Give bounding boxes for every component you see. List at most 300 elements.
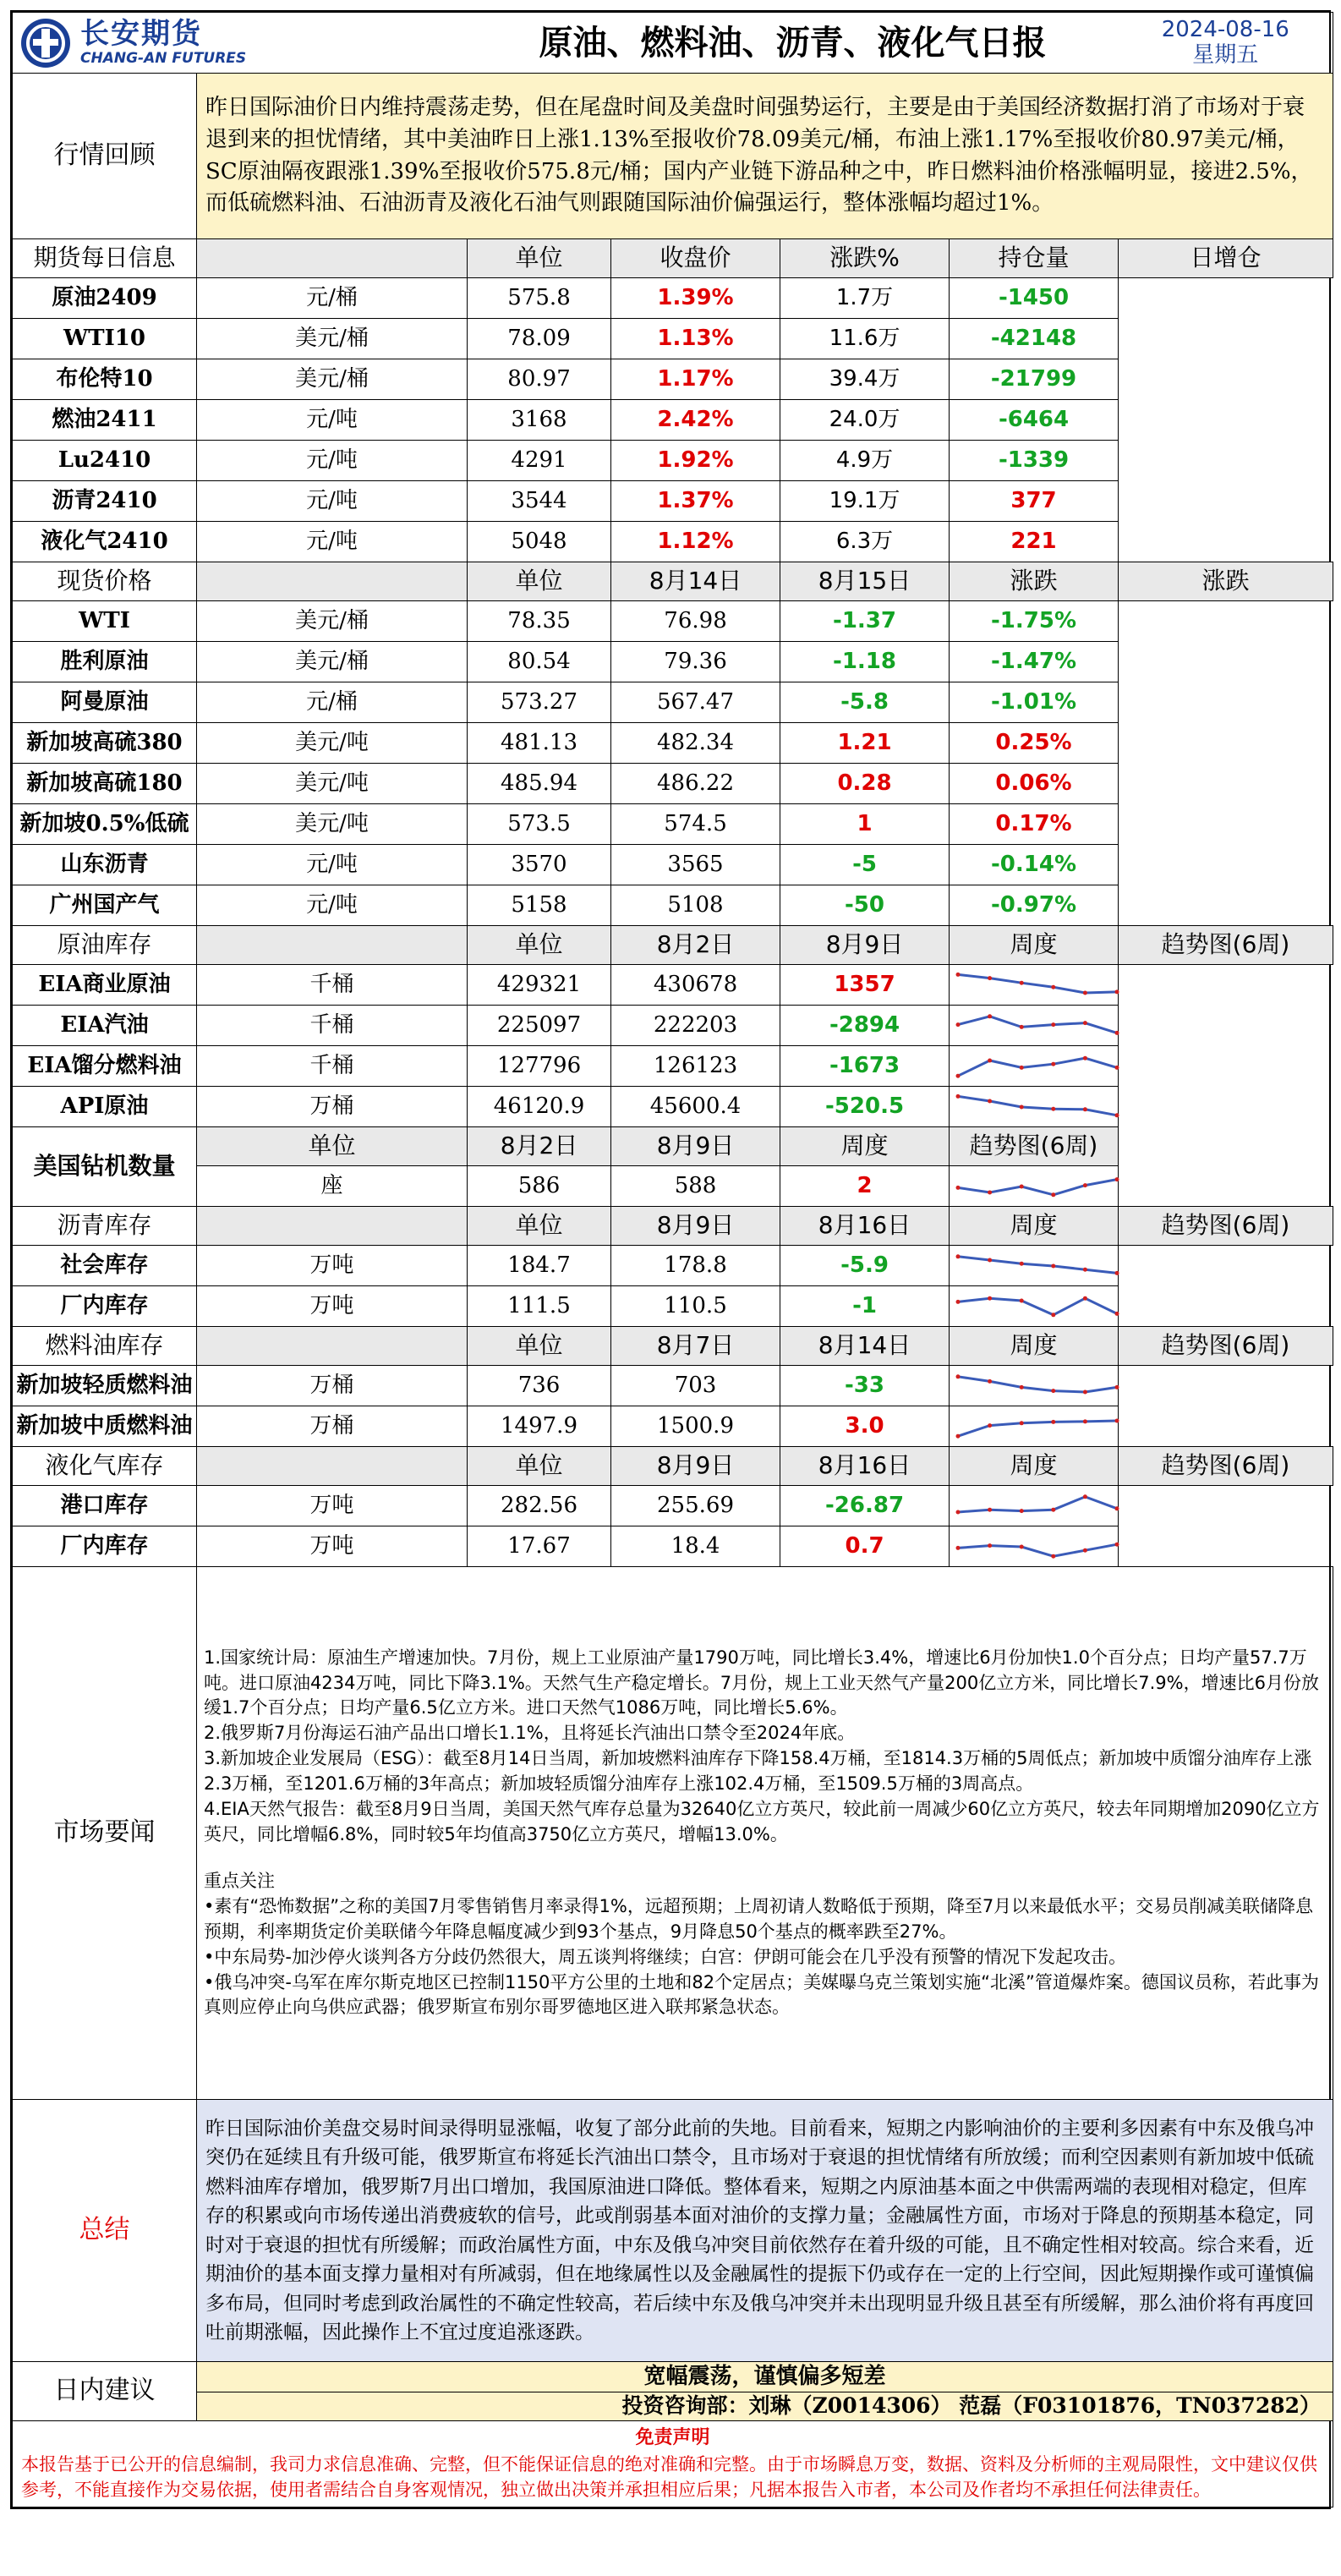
spot-name: 新加坡0.5%低硫: [13, 804, 197, 845]
trend-point: [956, 1093, 961, 1098]
spot-price-d1: 5158: [468, 885, 611, 926]
spot-col-header: 8月14日: [611, 562, 780, 601]
fuel-inv-row: [13, 1406, 1333, 1447]
futures-label: 期货每日信息: [13, 239, 197, 278]
asphalt-inv-name-header: [197, 1207, 468, 1246]
disclaimer-row: [13, 2421, 1333, 2507]
report-header: [13, 13, 1333, 74]
trend-sparkline-svg: [953, 1009, 1122, 1043]
disclaimer-text: 本报告基于已公开的信息编制，我司力求信息准确、完整，但不能保证信息的绝对准确和完整。由于市场瞬息万变，数据、资料及分析师的主观局限性，文中建议仅供参考，不能直接作为交易依据，使用者需结合自身客观情况，独立做出决策并承担相应后果；凡据本报告入市者，本公司及作者均不承担任何法律责任。: [21, 2453, 1317, 2501]
trend-point: [1115, 1384, 1119, 1389]
rig-col-header: 趋势图(6周): [950, 1127, 1119, 1166]
review-section: [13, 74, 1333, 239]
asphalt-inv-row: [13, 1246, 1333, 1286]
trend-point: [1051, 984, 1055, 989]
rig-count-name: 美国钻机数量: [13, 1127, 197, 1207]
trend-point: [956, 1254, 961, 1258]
spot-change-pct: -1.47%: [950, 642, 1119, 682]
asphalt-inv-row: [13, 1286, 1333, 1327]
spot-price-d2: 5108: [611, 885, 780, 926]
rig-col-header: 8月9日: [611, 1127, 780, 1166]
trend-point: [988, 1378, 992, 1383]
crude-inv-rows: [13, 965, 1333, 1127]
fuel-inv-row: [13, 1366, 1333, 1406]
futures-close: 3168: [468, 400, 611, 441]
lpg-inv-col-header: 趋势图(6周): [1119, 1447, 1333, 1486]
trend-point: [1051, 1419, 1055, 1423]
trend-point: [1051, 1263, 1055, 1268]
spot-change: -1.37: [780, 601, 950, 642]
futures-unit: 美元/桶: [197, 319, 468, 359]
futures-name: 原油2409: [13, 278, 197, 319]
futures-row: [13, 319, 1333, 359]
asphalt-inv-d2: 110.5: [611, 1286, 780, 1327]
lpg-inv-name-header: [197, 1447, 468, 1486]
trend-point: [988, 1543, 992, 1548]
lpg-inv-header-row: [13, 1447, 1333, 1486]
lpg-inv-d2: 255.69: [611, 1486, 780, 1526]
trend-point: [1051, 1061, 1055, 1066]
futures-unit: 元/吨: [197, 441, 468, 481]
futures-daily-oi-change: 221: [950, 522, 1119, 562]
logo-block: [13, 13, 468, 74]
crude-inv-d2: 430678: [611, 965, 780, 1006]
futures-row: [13, 441, 1333, 481]
advice-text: 宽幅震荡，谨慎偏多短差: [197, 2362, 1333, 2392]
futures-change-pct: 1.37%: [611, 481, 780, 522]
futures-name: 沥青2410: [13, 481, 197, 522]
crude-inv-d2: 126123: [611, 1046, 780, 1087]
crude-inv-unit: 千桶: [197, 1006, 468, 1046]
trend-point: [956, 1185, 961, 1189]
spot-change-pct: -1.01%: [950, 682, 1119, 723]
lpg-inv-weekly-change: -26.87: [780, 1486, 950, 1526]
asphalt-inv-col-header: 8月16日: [780, 1207, 950, 1246]
crude-inv-row: [13, 1046, 1333, 1087]
news-section: [13, 1567, 1333, 2100]
rig-d1: 586: [468, 1166, 611, 1207]
futures-open-interest: 4.9万: [780, 441, 950, 481]
trend-point: [988, 1014, 992, 1018]
fuel-inv-unit: 万桶: [197, 1366, 468, 1406]
crude-inv-trend-cell: [950, 1006, 1119, 1046]
trend-point: [956, 1374, 961, 1378]
futures-unit: 元/吨: [197, 400, 468, 441]
crude-inv-row: [13, 965, 1333, 1006]
report-weekday: 星期五: [1192, 41, 1259, 68]
trend-point: [988, 976, 992, 980]
rig-unit: 座: [197, 1166, 468, 1207]
spot-price-d1: 573.5: [468, 804, 611, 845]
news-paragraph: 4.EIA天然气报告：截至8月9日当周，美国天然气库存总量为32640亿立方英尺，较此前一周减少60亿立方英尺，较去年同期增加2090亿立方英尺，同比增幅6.8%，同时较5年均值高3750亿立方英尺，增幅13.0%。: [204, 1798, 1320, 1844]
trend-point: [1020, 1421, 1024, 1425]
trend-point: [1083, 1021, 1087, 1025]
spot-col-header: 涨跌: [950, 562, 1119, 601]
asphalt-inv-col-header: 单位: [468, 1207, 611, 1246]
lpg-inv-d2: 18.4: [611, 1526, 780, 1567]
futures-col-header: 日增仓: [1119, 239, 1333, 278]
trend-sparkline-svg: [953, 1410, 1122, 1444]
futures-open-interest: 39.4万: [780, 359, 950, 400]
futures-daily-oi-change: 377: [950, 481, 1119, 522]
rig-col-header: 8月2日: [468, 1127, 611, 1166]
trend-sparkline-svg: [953, 1369, 1122, 1403]
futures-col-header: 持仓量: [950, 239, 1119, 278]
crude-inv-weekly-change: -1673: [780, 1046, 950, 1087]
report-date: 2024-08-16: [1161, 16, 1289, 42]
news-paragraph: [204, 1847, 1326, 1869]
spot-price-d1: 3570: [468, 845, 611, 885]
lpg-inv-unit: 万吨: [197, 1526, 468, 1567]
futures-close: 80.97: [468, 359, 611, 400]
trend-point: [1051, 1192, 1055, 1197]
spot-name: WTI: [13, 601, 197, 642]
trend-point: [1115, 1270, 1119, 1274]
crude-inv-col-header: 8月9日: [780, 926, 950, 965]
spot-price-d2: 3565: [611, 845, 780, 885]
lpg-inv-rows: [13, 1486, 1333, 1567]
trend-point: [1083, 1494, 1087, 1499]
lpg-inv-label: 液化气库存: [13, 1447, 197, 1486]
trend-line: [958, 1496, 1117, 1511]
fuel-inv-weekly-change: -33: [780, 1366, 950, 1406]
spot-col-header: 单位: [468, 562, 611, 601]
futures-change-pct: 2.42%: [611, 400, 780, 441]
fuel-inv-trend-cell: [950, 1366, 1119, 1406]
lpg-inv-name: 港口库存: [13, 1486, 197, 1526]
trend-point: [1083, 1183, 1087, 1187]
futures-change-pct: 1.17%: [611, 359, 780, 400]
news-paragraph: •素有“恐怖数据”之称的美国7月零售销售月率录得1%，远超预期；上周初请人数略低于预期，降至7月以来最低水平；交易员削减美联储降息预期，利率期货定价美联储今年降息幅度减少到93个基点，9月降息50个基点的概率跌至27%。: [204, 1896, 1314, 1942]
spot-price-d1: 573.27: [468, 682, 611, 723]
futures-name: WTI10: [13, 319, 197, 359]
futures-row: [13, 400, 1333, 441]
fuel-inv-unit: 万桶: [197, 1406, 468, 1447]
lpg-inv-row: [13, 1526, 1333, 1567]
trend-point: [1083, 1389, 1087, 1394]
crude-inv-unit: 千桶: [197, 965, 468, 1006]
trend-point: [956, 1433, 961, 1438]
lpg-inv-row: [13, 1486, 1333, 1526]
trend-point: [988, 1423, 992, 1428]
asphalt-inv-col-header: 8月9日: [611, 1207, 780, 1246]
trend-point: [988, 1099, 992, 1103]
rig-d2: 588: [611, 1166, 780, 1207]
crude-inv-d1: 127796: [468, 1046, 611, 1087]
news-text: [197, 1567, 1333, 2100]
advice-author: 投资咨询部：刘琳（Z0014306） 范磊（F03101876，TN037282）: [197, 2392, 1333, 2421]
spot-col-header: 8月15日: [780, 562, 950, 601]
spot-change-pct: -0.14%: [950, 845, 1119, 885]
futures-col-header: 收盘价: [611, 239, 780, 278]
spot-name: 山东沥青: [13, 845, 197, 885]
spot-price-d1: 481.13: [468, 723, 611, 764]
company-logo-icon: [19, 17, 72, 69]
trend-point: [1020, 1184, 1024, 1188]
rig-col-header: 周度: [780, 1127, 950, 1166]
trend-point: [956, 972, 961, 976]
crude-inv-col-header: 8月2日: [611, 926, 780, 965]
asphalt-inv-col-header: 趋势图(6周): [1119, 1207, 1333, 1246]
fuel-inv-d1: 736: [468, 1366, 611, 1406]
trend-point: [956, 1545, 961, 1549]
trend-point: [1020, 1298, 1024, 1302]
crude-inv-trend-cell: [950, 1046, 1119, 1087]
trend-sparkline-svg: [953, 1489, 1122, 1523]
spot-row: [13, 764, 1333, 804]
futures-row: [13, 359, 1333, 400]
lpg-inv-trend-cell: [950, 1526, 1119, 1567]
fuel-inv-d2: 1500.9: [611, 1406, 780, 1447]
spot-unit: 美元/吨: [197, 723, 468, 764]
futures-open-interest: 24.0万: [780, 400, 950, 441]
crude-inv-name: EIA商业原油: [13, 965, 197, 1006]
spot-price-d2: 79.36: [611, 642, 780, 682]
trend-sparkline-svg: [953, 1290, 1122, 1324]
report-date-block: [1119, 13, 1333, 74]
crude-inv-col-header: 趋势图(6周): [1119, 926, 1333, 965]
asphalt-inv-trend-cell: [950, 1286, 1119, 1327]
crude-inv-header-row: [13, 926, 1333, 965]
review-label: 行情回顾: [13, 74, 197, 239]
spot-unit: 元/吨: [197, 845, 468, 885]
lpg-inv-unit: 万吨: [197, 1486, 468, 1526]
asphalt-inv-d1: 184.7: [468, 1246, 611, 1286]
spot-label: 现货价格: [13, 562, 197, 601]
spot-unit: 美元/桶: [197, 601, 468, 642]
lpg-inv-col-header: 单位: [468, 1447, 611, 1486]
futures-unit: 美元/桶: [197, 359, 468, 400]
futures-change-pct: 1.12%: [611, 522, 780, 562]
asphalt-inv-unit: 万吨: [197, 1286, 468, 1327]
trend-point: [1083, 1548, 1087, 1552]
rig-row: [13, 1166, 1333, 1207]
trend-point: [988, 1058, 992, 1062]
trend-line: [958, 1376, 1117, 1391]
futures-unit: 元/吨: [197, 481, 468, 522]
crude-inv-weekly-change: -520.5: [780, 1087, 950, 1127]
advice-row: [13, 2362, 1333, 2392]
rig-weekly-change: 2: [780, 1166, 950, 1207]
crude-inv-unit: 万桶: [197, 1087, 468, 1127]
spot-row: [13, 682, 1333, 723]
spot-price-d2: 567.47: [611, 682, 780, 723]
fuel-inv-col-header: 8月7日: [611, 1327, 780, 1366]
rig-trend-cell: [950, 1166, 1119, 1207]
trend-line: [958, 1058, 1117, 1076]
crude-inv-d2: 45600.4: [611, 1087, 780, 1127]
fuel-inv-d2: 703: [611, 1366, 780, 1406]
spot-name: 新加坡高硫180: [13, 764, 197, 804]
spot-unit: 美元/吨: [197, 804, 468, 845]
summary-label: 总结: [13, 2100, 197, 2362]
fuel-inv-col-header: 周度: [950, 1327, 1119, 1366]
lpg-inv-col-header: 8月16日: [780, 1447, 950, 1486]
crude-inv-col-header: 周度: [950, 926, 1119, 965]
spot-change: 1: [780, 804, 950, 845]
spot-row: [13, 804, 1333, 845]
futures-change-pct: 1.39%: [611, 278, 780, 319]
spot-price-d2: 486.22: [611, 764, 780, 804]
trend-point: [956, 1022, 961, 1027]
trend-point: [1051, 1106, 1055, 1110]
spot-header-row: [13, 562, 1333, 601]
rig-trend-sparkline: [953, 1170, 1114, 1203]
spot-change-pct: -1.75%: [950, 601, 1119, 642]
trend-point: [1115, 1311, 1119, 1315]
crude-inv-trend-cell: [950, 1087, 1119, 1127]
spot-change-pct: 0.06%: [950, 764, 1119, 804]
spot-row: [13, 885, 1333, 926]
trend-point: [1115, 1506, 1119, 1510]
futures-name-header: [197, 239, 468, 278]
trend-sparkline-svg: [953, 1090, 1122, 1124]
trend-point: [1020, 1509, 1024, 1513]
trend-point: [956, 1510, 961, 1514]
trend-point: [956, 1073, 961, 1077]
futures-open-interest: 19.1万: [780, 481, 950, 522]
trend-sparkline-svg: [953, 1530, 1122, 1564]
news-paragraph: 2.俄罗斯7月份海运石油产品出口增长1.1%，且将延长汽油出口禁令至2024年底。: [204, 1723, 856, 1744]
trend-point: [1083, 1419, 1087, 1423]
asphalt-inv-d2: 178.8: [611, 1246, 780, 1286]
crude-inv-col-header: 单位: [468, 926, 611, 965]
logo-en: CHANG-AN FUTURES: [80, 50, 247, 68]
spot-col-header: 涨跌: [1119, 562, 1333, 601]
asphalt-inv-label: 沥青库存: [13, 1207, 197, 1246]
news-paragraph: 重点关注: [204, 1871, 275, 1892]
trend-point: [1020, 1384, 1024, 1389]
trend-line: [958, 1421, 1117, 1436]
news-paragraph: •俄乌冲突-乌军在库尔斯克地区已控制1150平方公里的土地和82个定居点；美媒曝乌克兰策划实施“北溪”管道爆炸案。德国议员称，若此事为真则应停止向乌供应武器；俄罗斯宣布别尔哥罗德地区进入联邦紧急状态。: [204, 1971, 1319, 2018]
trend-line: [958, 1256, 1117, 1273]
asphalt-inv-name: 社会库存: [13, 1246, 197, 1286]
futures-unit: 元/桶: [197, 278, 468, 319]
trend-line: [958, 1096, 1117, 1115]
fuel-inv-d1: 1497.9: [468, 1406, 611, 1447]
news-paragraph: 3.新加坡企业发展局（ESG）：截至8月14日当周，新加坡燃料油库存下降158.4万桶，至1814.3万桶的5周低点；新加坡中质馏分油库存上涨2.3万桶，至1201.6万桶的3年高点；新加坡轻质馏分油库存上涨102.4万桶，至1509.5万桶的3周高点。: [204, 1748, 1312, 1794]
spot-name-header: [197, 562, 468, 601]
trend-line: [958, 1544, 1117, 1556]
crude-inv-trend-cell: [950, 965, 1119, 1006]
trend-point: [1051, 1022, 1055, 1027]
spot-change: 1.21: [780, 723, 950, 764]
fuel-inv-trend-cell: [950, 1406, 1119, 1447]
fuel-inv-name: 新加坡中质燃料油: [13, 1406, 197, 1447]
futures-col-header: 涨跌%: [780, 239, 950, 278]
trend-point: [1115, 1065, 1119, 1069]
futures-close: 78.09: [468, 319, 611, 359]
asphalt-inv-d1: 111.5: [468, 1286, 611, 1327]
spot-price-d2: 76.98: [611, 601, 780, 642]
trend-point: [1083, 1267, 1087, 1271]
news-paragraph: 1.国家统计局：原油生产增速加快。7月份，规上工业原油产量1790万吨，同比增长3.4%，增速比6月份加快1.0个百分点；日均产量57.7万吨。进口原油4234万吨，同比下降3.1%。天然气生产稳定增长。7月份，规上工业天然气产量200亿立方米，同比增长7.9%，增速比6月份放缓1.7个百分点；日均产量6.5亿立方米。进口天然气1086万吨，同比增长5.6%。: [204, 1647, 1319, 1718]
spot-change-pct: 0.25%: [950, 723, 1119, 764]
spot-rows: [13, 601, 1333, 926]
asphalt-inv-header-row: [13, 1207, 1333, 1246]
summary-text: 昨日国际油价美盘交易时间录得明显涨幅，收复了部分此前的失地。目前看来，短期之内影响油价的主要利多因素有中东及俄乌冲突仍在延续且有升级可能，俄罗斯宣布将延长汽油出口禁令，且市场对于衰退的担忧情绪有所放缓；而利空因素则有新加坡中低硫燃料油库存增加，俄罗斯7月出口增加，我国原油进口降低。整体看来，短期之内原油基本面之中供需两端的表现相对稳定，但库存的积累或向市场传递出消费疲软的信号，此或削弱基本面对油价的支撑力量；金融属性方面，市场对于降息的预期基本稳定，同时对于衰退的担忧有所缓解；而政治属性方面，中东及俄乌冲突目前依然存在着升级的可能，且不确定性相对较高。综合来看，近期油价的基本面支撑力量相对有所减弱，但在地缘属性以及金融属性的提振下仍或存在一定的上行空间，因此短期操作或可谨慎偏多布局，但同时考虑到政治属性的不确定性较高，若后续中东及俄乌冲突并未出现明显升级且甚至有所缓解，那么油价将有再度回吐前期涨幅，因此操作上不宜过度追涨逐跌。: [197, 2100, 1333, 2362]
futures-name: Lu2410: [13, 441, 197, 481]
fuel-inv-header-row: [13, 1327, 1333, 1366]
spot-change-pct: 0.17%: [950, 804, 1119, 845]
trend-line: [958, 1179, 1117, 1194]
trend-line: [958, 1016, 1117, 1033]
crude-inv-row: [13, 1006, 1333, 1046]
spot-unit: 元/吨: [197, 885, 468, 926]
trend-point: [1051, 1554, 1055, 1558]
lpg-inv-col-header: 8月9日: [611, 1447, 780, 1486]
crude-inv-name: EIA汽油: [13, 1006, 197, 1046]
spot-row: [13, 723, 1333, 764]
advice-label: 日内建议: [13, 2362, 197, 2421]
trend-point: [1115, 1177, 1119, 1181]
disclaimer-title: 免责声明: [635, 2426, 710, 2448]
crude-inv-row: [13, 1087, 1333, 1127]
spot-unit: 美元/桶: [197, 642, 468, 682]
futures-row: [13, 278, 1333, 319]
trend-point: [988, 1190, 992, 1194]
spot-unit: 元/桶: [197, 682, 468, 723]
trend-point: [1020, 1065, 1024, 1069]
fuel-inv-rows: [13, 1366, 1333, 1447]
futures-col-header: 单位: [468, 239, 611, 278]
fuel-inv-name-header: [197, 1327, 468, 1366]
trend-sparkline-svg: [953, 968, 1122, 1002]
spot-name: 广州国产气: [13, 885, 197, 926]
asphalt-inv-trend-cell: [950, 1246, 1119, 1286]
trend-line: [958, 1298, 1117, 1315]
logo-cn: 长安期货: [80, 17, 202, 52]
news-label: 市场要闻: [13, 1567, 197, 2100]
futures-name: 液化气2410: [13, 522, 197, 562]
summary-section: [13, 2100, 1333, 2362]
spot-row: [13, 845, 1333, 885]
futures-open-interest: 11.6万: [780, 319, 950, 359]
trend-point: [1115, 1113, 1119, 1117]
spot-change: -5: [780, 845, 950, 885]
futures-row: [13, 481, 1333, 522]
spot-change: 0.28: [780, 764, 950, 804]
futures-open-interest: 1.7万: [780, 278, 950, 319]
trend-sparkline-svg: [953, 1249, 1122, 1283]
spot-name: 新加坡高硫380: [13, 723, 197, 764]
asphalt-inv-rows: [13, 1246, 1333, 1327]
lpg-inv-col-header: 周度: [950, 1447, 1119, 1486]
spot-price-d2: 482.34: [611, 723, 780, 764]
trend-point: [1083, 1055, 1087, 1060]
futures-row: [13, 522, 1333, 562]
fuel-inv-col-header: 8月14日: [780, 1327, 950, 1366]
trend-point: [988, 1296, 992, 1300]
trend-point: [1051, 1507, 1055, 1511]
spot-price-d1: 80.54: [468, 642, 611, 682]
trend-point: [1083, 1296, 1087, 1300]
asphalt-inv-weekly-change: -1: [780, 1286, 950, 1327]
spot-unit: 美元/吨: [197, 764, 468, 804]
trend-line: [958, 974, 1117, 993]
trend-point: [1020, 1544, 1024, 1548]
rig-col-header: 单位: [197, 1127, 468, 1166]
trend-point: [1020, 1261, 1024, 1265]
futures-daily-oi-change: -21799: [950, 359, 1119, 400]
crude-inv-name-header: [197, 926, 468, 965]
spot-price-d2: 574.5: [611, 804, 780, 845]
trend-point: [1115, 1542, 1119, 1546]
futures-close: 575.8: [468, 278, 611, 319]
rig-header-row: [13, 1127, 1333, 1166]
crude-inv-unit: 千桶: [197, 1046, 468, 1087]
spot-change: -1.18: [780, 642, 950, 682]
